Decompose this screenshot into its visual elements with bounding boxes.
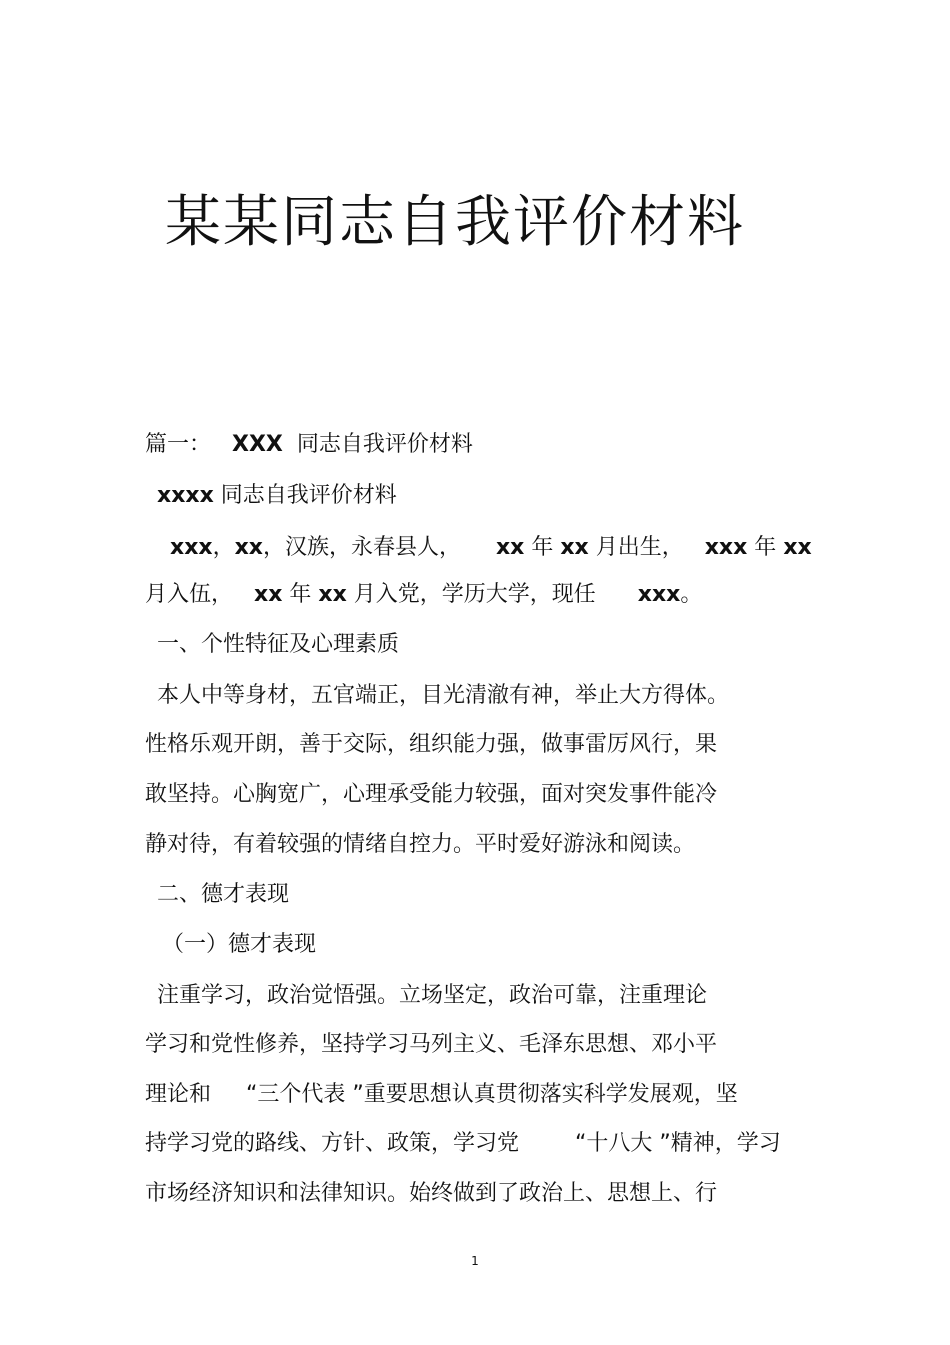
- subtitle: [157, 483, 397, 509]
- subtitle-name: xxxx: [157, 483, 214, 508]
- document-title: 某某同志自我评价材料: [165, 190, 745, 255]
- intro-field: xxx: [170, 535, 213, 560]
- paragraph-line: 学习和党性修养，坚持学习马列主义、毛泽东思想、邓小平: [145, 1032, 718, 1057]
- intro-text: 月出生，: [588, 535, 684, 560]
- intro-text: 年: [747, 535, 784, 560]
- paragraph-line: 持学习党的路线、方针、政策，学习党 “十八大 ”精神，学习: [145, 1131, 781, 1156]
- intro-text: 月入伍，: [145, 582, 234, 607]
- heading-1: 一、个性特征及心理素质: [157, 632, 400, 657]
- section-heading: [145, 432, 473, 458]
- intro-field: xx: [234, 535, 263, 560]
- intro-text: 月入党，学历大学，现任: [346, 582, 596, 607]
- paragraph-line: 性格乐观开朗，善于交际，组织能力强，做事雷厉风行，果: [145, 732, 718, 757]
- paragraph-line: 敢坚持。心胸宽广，心理承受能力较强，面对突发事件能冷: [145, 782, 718, 807]
- intro-field: xx: [560, 535, 589, 560]
- intro-field: xx: [254, 582, 283, 607]
- intro-text: 年: [282, 582, 319, 607]
- intro-field: xxx: [637, 582, 681, 607]
- paragraph-line: 注重学习，政治觉悟强。立场坚定，政治可靠，注重理论: [157, 983, 708, 1008]
- intro-field: xx: [495, 535, 525, 560]
- intro-field: xx: [318, 582, 347, 607]
- intro-field: xxx: [704, 535, 748, 560]
- paragraph-line: 本人中等身材，五官端正，目光清澈有神，举止大方得体。: [157, 683, 730, 708]
- intro-text: 年: [524, 535, 561, 560]
- intro-text: 。: [680, 582, 703, 607]
- heading-prefix: 篇一：: [145, 432, 212, 457]
- paragraph-line: 静对待，有着较强的情绪自控力。平时爱好游泳和阅读。: [145, 832, 696, 857]
- page-number: 1: [471, 1254, 479, 1268]
- intro-text: ，: [212, 535, 235, 560]
- paragraph-line: 市场经济知识和法律知识。始终做到了政治上、思想上、行: [145, 1181, 718, 1206]
- intro-text: ，汉族，永春县人，: [262, 535, 461, 560]
- paragraph-line: 理论和 “三个代表 ”重要思想认真贯彻落实科学发展观，坚: [145, 1082, 738, 1107]
- heading-2-1: （一）德才表现: [162, 932, 317, 957]
- intro-field: xx: [783, 535, 812, 560]
- intro-line-2: [145, 582, 702, 608]
- subtitle-text: 同志自我评价材料: [220, 483, 397, 508]
- heading-2: 二、德才表现: [157, 882, 290, 907]
- intro-line-1: [170, 535, 812, 561]
- heading-suffix: 同志自我评价材料: [296, 432, 473, 457]
- heading-name: XXX: [232, 432, 283, 457]
